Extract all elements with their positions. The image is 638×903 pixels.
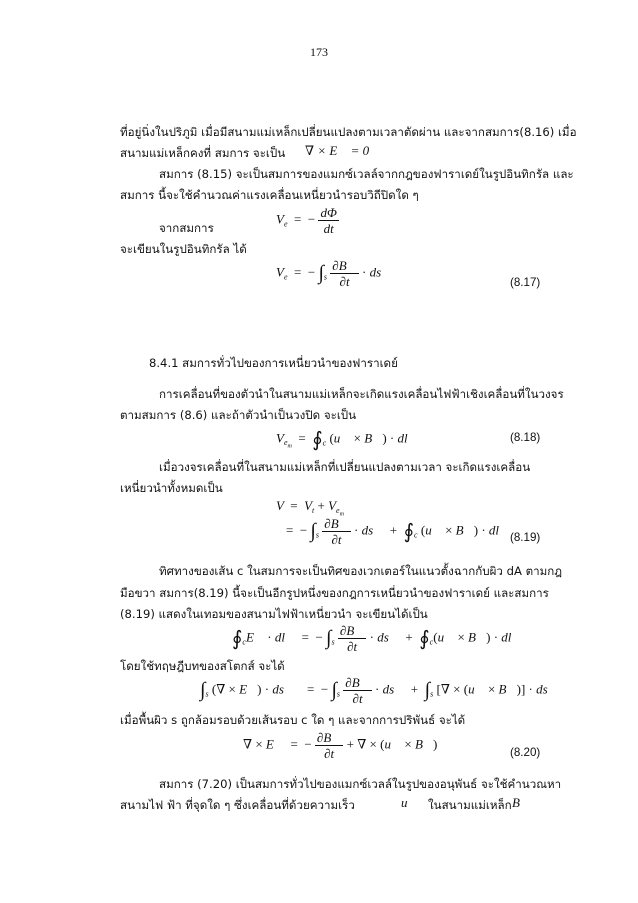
page-number: 173 — [310, 45, 328, 59]
paragraph-line: ตามสมการ (8.6) และถ้าตัวนำเป็นวงปิด จะเป็น — [120, 408, 357, 422]
paragraph-line: (8.19) แสดงในเทอมของสนามไฟฟ้าเหนี่ยวนำ จะเขียนได้เป็น — [120, 607, 428, 621]
equation-817: $V_e$ = − $\int_s$ $\frac{\partial B⃗}{\partial t}$ · ds⃗ — [276, 258, 392, 289]
paragraph-line: สนามแม่เหล็กคงที่ สมการ จะเป็น — [120, 146, 286, 160]
equation-stokes: $\int_s$ (∇ × E⃗) · ds⃗ = − $\int_s$ $\frac{\partial B⃗}{\partial t}$ · ds⃗ + $\int_s$ [∇ × (u⃗ × B⃗)] · ds⃗ — [200, 675, 558, 706]
section-heading: 8.4.1 สมการทั่วไปของการเหนี่ยวนำของฟาราเดย์ — [149, 356, 398, 370]
equation-total-emf: $V = V_t + V_{e_m}$ — [276, 498, 344, 518]
curl-equation: ∇ × E⃗ = 0 — [305, 143, 370, 158]
paragraph-line: สนามไฟ ฟ้า ที่จุดใด ๆ ซึ่งเคลื่อนที่ด้วยความเร็ว — [120, 798, 355, 812]
paragraph-line: มือขวา สมการ(8.19) นี้จะเป็นอีกรูปหนึ่งของกฎการเหนี่ยวนำของฟาราเดย์ และสมการ — [120, 586, 549, 600]
equation-number: (8.18) — [510, 431, 541, 444]
equation-820: ∇ × E⃗ = − $\frac{\partial B⃗}{\partial t}$ + ∇ × (u⃗ × B⃗) — [243, 730, 438, 761]
equation-number: (8.19) — [510, 531, 541, 544]
paragraph-line: เมื่อวงจรเคลื่อนที่ในสนามแม่เหล็กที่เปลี่ยนแปลงตามเวลา จะเกิดแรงเคลื่อน — [159, 460, 531, 474]
paragraph-line: เหนี่ยวนำทั้งหมดเป็น — [120, 481, 223, 495]
paragraph-line: ทิศทางของเส้น c ในสมการจะเป็นทิศของเวกเตอร์ในแนวตั้งฉากกับผิว dA ตามกฎ — [159, 564, 563, 578]
equation-induced-field: $∮_cE⃗$ · dl⃗ = − $\int_s$ $\frac{\partial B⃗}{\partial t}$ · ds⃗ + $∮_c(u⃗$ × B⃗) · dl⃗ — [232, 623, 522, 654]
paragraph-line: สมการ (8.15) จะเป็นสมการของแมกซ์เวลล์จากกฎของฟาราเดย์ในรูปอินทิกรัล และ — [159, 167, 574, 181]
velocity-symbol: u⃗ — [401, 795, 418, 810]
paragraph-line: จากสมการ — [159, 221, 214, 235]
paragraph-line: สมการ นี้จะใช้คำนวณค่าแรงเคลื่อนเหนี่ยวนำรอบวิถีปิดใด ๆ — [120, 188, 419, 202]
paragraph-line: จะเขียนในรูปอินทิกรัล ได้ — [120, 242, 247, 256]
paragraph-line: เมื่อพื้นผิว s ถูกล้อมรอบด้วยเส้นรอบ c ใด ๆ และจากการปริพันธ์ จะได้ — [120, 713, 466, 727]
paragraph-line: โดยใช้ทฤษฎีบทของสโตกส์ จะได้ — [120, 659, 285, 673]
paragraph-line: สมการ (7.20) เป็นสมการทั่วไปของแมกซ์เวลล์ในรูปของอนุพันธ์ จะใช้คำนวณหา — [159, 777, 562, 791]
equation-818: $V_{e_m}$ = $∮_c$ (u⃗ × B⃗) · dl⃗ — [276, 429, 418, 451]
paragraph-line: ในสนามแม่เหล็ก — [428, 798, 512, 812]
magnetic-field-symbol: B⃗ — [512, 795, 531, 810]
equation-819: = − $\int_s$ $\frac{\partial B⃗}{\partial t}$ · ds⃗ + $∮_c$ (u⃗ × B⃗) · dl⃗ — [286, 516, 510, 547]
equation-number: (8.17) — [510, 276, 541, 289]
equation-emf: $V_e$ = − $\frac{d\Phi}{dt}$ — [276, 205, 337, 236]
equation-number: (8.20) — [510, 746, 541, 759]
paragraph-line: ที่อยู่นิ่งในปริภูมิ เมื่อมีสนามแม่เหล็กเปลี่ยนแปลงตามเวลาตัดผ่าน และจากสมการ(8.16) เมื่อ — [120, 125, 577, 139]
paragraph-line: การเคลื่อนที่ของตัวนำในสนามแม่เหล็กจะเกิดแรงเคลื่อนไฟฟ้าเชิงเคลื่อนที่ในวงจร — [159, 387, 564, 401]
